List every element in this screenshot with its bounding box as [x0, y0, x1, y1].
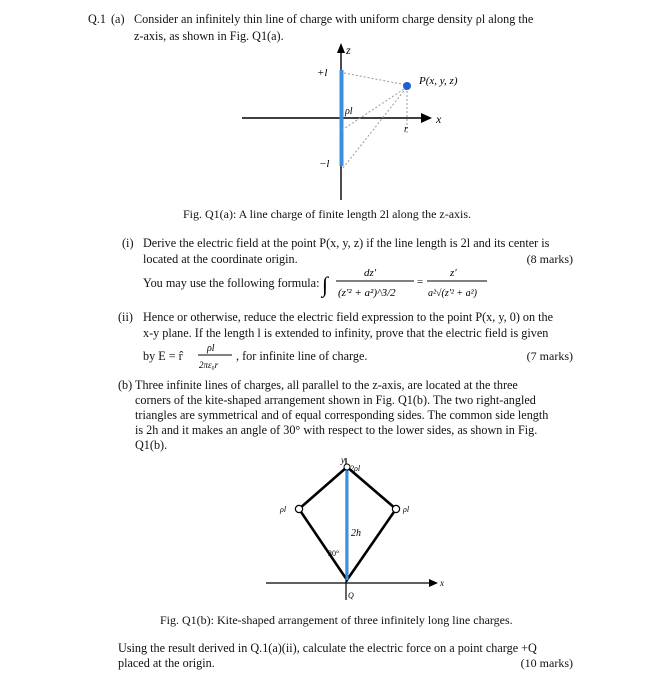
- sub-ii-label: (ii): [118, 310, 133, 324]
- part-a-label: (a): [111, 12, 125, 26]
- dashed-diag-lower: [343, 87, 407, 168]
- label-z: z: [346, 43, 351, 57]
- x-axis-arrow-icon: [421, 113, 432, 123]
- label-2h: 2h: [351, 528, 361, 539]
- label-x-b: x: [440, 578, 444, 588]
- sub-ii-line-1: Hence or otherwise, reduce the electric field expression to the point P(x, y, 0) on the: [143, 310, 554, 324]
- label-x: x: [436, 112, 442, 126]
- formula-integral: [322, 262, 492, 304]
- line-charge: [340, 70, 344, 166]
- formula-equals: =: [417, 276, 424, 288]
- sub-ii-line-3-prefix: by E = r̂: [143, 349, 183, 363]
- part-b-line-1: Three infinite lines of charges, all parallel to the z-axis, are located at the three: [135, 378, 518, 392]
- charge-left: [295, 505, 302, 512]
- label-top-charge: 2ρl: [350, 464, 361, 473]
- final-line-1: Using the result derived in Q.1(a)(ii), calculate the electric force on a point charge +Q: [118, 641, 537, 655]
- label-point-p: P(x, y, z): [419, 75, 458, 87]
- fig-b-caption: Fig. Q1(b): Kite-shaped arrangement of three infinitely long line charges.: [160, 613, 513, 627]
- point-p: [403, 82, 411, 90]
- label-plus-l: +l: [317, 67, 328, 79]
- part-b-line-5: Q1(b).: [135, 438, 168, 452]
- label-r: r: [404, 124, 408, 135]
- formula-rhs-numerator: z': [450, 267, 457, 279]
- final-marks: (10 marks): [520, 656, 573, 670]
- question-number: Q.1: [88, 12, 106, 26]
- formula-numerator: dz': [364, 267, 377, 279]
- dashed-horizontal: [344, 73, 407, 85]
- final-line-2: placed at the origin.: [118, 656, 215, 670]
- label-rho: ρl: [345, 106, 353, 117]
- sub-i-label: (i): [122, 236, 134, 250]
- part-b-line-2: corners of the kite-shaped arrangement shown in Fig. Q1(b). The two right-angled: [135, 393, 536, 407]
- intro-line-1: Consider an infinitely thin line of charge with uniform charge density ρl along the: [134, 12, 534, 26]
- label-minus-l: −l: [319, 158, 330, 170]
- sub-ii-line-3-suffix: , for infinite line of charge.: [236, 349, 368, 363]
- formula-intro: You may use the following formula:: [143, 276, 320, 290]
- field-denominator: 2πε₀r: [199, 360, 219, 370]
- label-y: y: [341, 455, 345, 465]
- fig-a-caption: Fig. Q1(a): A line charge of finite length 2l along the z-axis.: [183, 207, 472, 221]
- label-30-deg: 30°: [328, 549, 340, 558]
- part-b-line-3: triangles are symmetrical and of equal corresponding sides. The common side length: [135, 408, 549, 422]
- sub-i-marks: (8 marks): [526, 252, 573, 266]
- label-left-charge: ρl: [280, 505, 287, 514]
- integral-sign-icon: ∫: [322, 272, 329, 297]
- formula-field: [196, 339, 236, 373]
- z-axis-arrow-icon: [337, 43, 345, 53]
- figure-q1b: [262, 452, 452, 602]
- part-b-label: (b): [118, 378, 133, 392]
- charge-right: [392, 505, 399, 512]
- part-b-line-4: is 2h and it makes an angle of 30° with respect to the lower sides, as shown in Fig.: [135, 423, 538, 437]
- formula-denominator: (z'² + a²)^3/2: [338, 287, 396, 299]
- sub-i-line-1: Derive the electric field at the point P(x, y, z) if the line length is 2l and its center is: [143, 236, 550, 250]
- formula-rhs-denominator: a²√(z'² + a²): [428, 288, 477, 299]
- sub-ii-marks: (7 marks): [526, 349, 573, 363]
- field-numerator: ρl: [207, 343, 215, 354]
- label-origin-q: Q: [348, 591, 354, 600]
- figure-q1a: [230, 40, 458, 210]
- label-right-charge: ρl: [403, 505, 410, 514]
- sub-ii-line-2: x-y plane. If the length l is extended to infinity, prove that the electric field is given: [143, 326, 549, 340]
- intro-line-2: z-axis, as shown in Fig. Q1(a).: [134, 29, 284, 43]
- x-axis-b-arrow-icon: [429, 579, 438, 587]
- sub-i-line-2: located at the coordinate origin.: [143, 252, 298, 266]
